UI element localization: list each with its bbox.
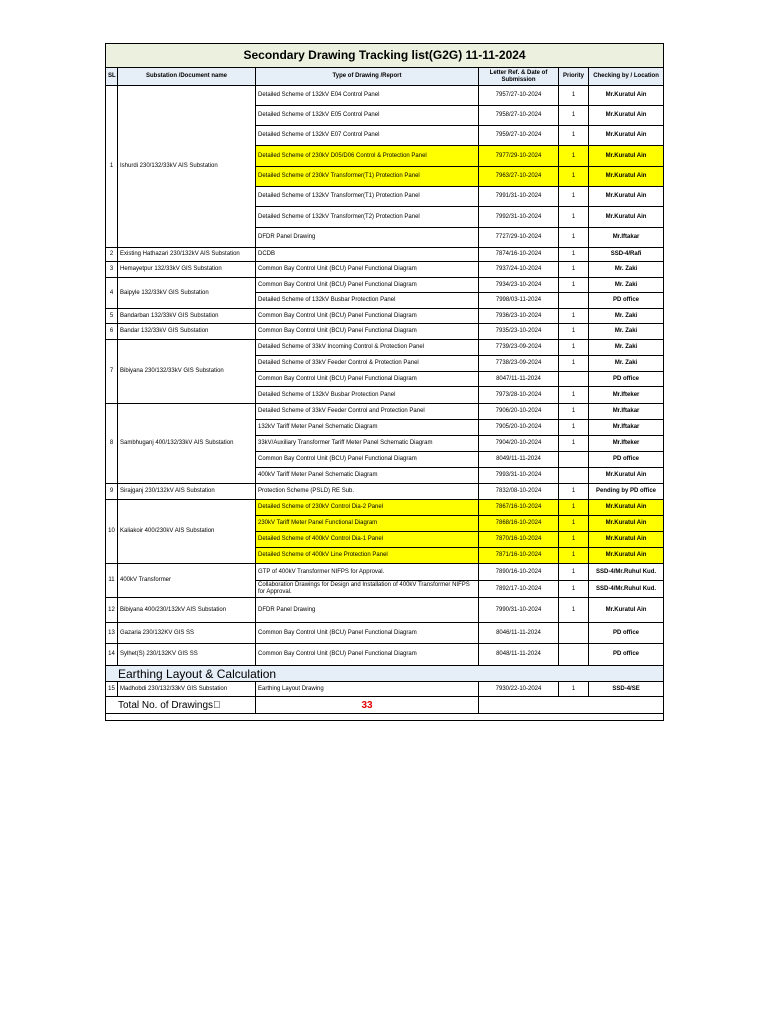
priority: 1 xyxy=(559,532,589,548)
drawing-tracking-sheet xyxy=(105,43,663,721)
priority: 1 xyxy=(559,682,589,697)
checking-by: Mr.Kuratul Ain xyxy=(589,500,664,516)
header-letter-ref: Letter Ref. & Date of Submission xyxy=(479,68,559,86)
table-row xyxy=(106,500,664,516)
substation-name: Bandar 132/33kV GIS Substation xyxy=(118,324,256,340)
checking-by: Mr.Kuratul Ain xyxy=(589,598,664,623)
total-value: 33 xyxy=(256,697,479,714)
drawing-type: Detailed Scheme of 132kV E05 Control Panel xyxy=(256,106,479,126)
table-row xyxy=(106,598,664,623)
checking-by: SSD-4/Rafi xyxy=(589,248,664,262)
drawing-type: Detailed Scheme of 33kV Incoming Control & Protection Panel xyxy=(256,340,479,356)
priority: 1 xyxy=(559,309,589,324)
drawing-type: Common Bay Control Unit (BCU) Panel Functional Diagram xyxy=(256,278,479,293)
table-row xyxy=(106,262,664,278)
substation-name: Bandarban 132/33kV GIS Substation xyxy=(118,309,256,324)
drawing-type: Detailed Scheme of 33kV Feeder Control & Protection Panel xyxy=(256,356,479,372)
sl-number: 5 xyxy=(106,309,118,324)
priority: 1 xyxy=(559,564,589,581)
substation-name: Existing Hathazari 230/132kV AIS Substation xyxy=(118,248,256,262)
drawing-type: Detailed Scheme of 132kV Transformer(T1) Protection Panel xyxy=(256,187,479,207)
checking-by: Mr.Kuratul Ain xyxy=(589,146,664,167)
table-row xyxy=(106,86,664,106)
drawing-type: Detailed Scheme of 132kV Busbar Protection Panel xyxy=(256,293,479,309)
table-row xyxy=(106,484,664,500)
table-row xyxy=(106,309,664,324)
drawing-type: Detailed Scheme of 230kV D05/D06 Control & Protection Panel xyxy=(256,146,479,167)
drawing-type: Collaboration Drawings for Design and Installation of 400kV Transformer NIFPS for Approval. xyxy=(256,581,479,598)
letter-ref: 7935/23-10-2024 xyxy=(479,324,559,340)
checking-by: Mr. Zaki xyxy=(589,309,664,324)
drawing-type: Detailed Scheme of 132kV E07 Control Panel xyxy=(256,126,479,146)
drawing-type: Common Bay Control Unit (BCU) Panel Functional Diagram xyxy=(256,262,479,278)
substation-name: Madhobdi 230/132/33kV GIS Substation xyxy=(118,682,256,697)
checking-by: Mr. Zaki xyxy=(589,262,664,278)
priority: 1 xyxy=(559,484,589,500)
letter-ref: 7904/20-10-2024 xyxy=(479,436,559,452)
header-substation: Substation /Document name xyxy=(118,68,256,86)
checking-by: Mr.Kuratul Ain xyxy=(589,187,664,207)
checking-by: PD office xyxy=(589,372,664,387)
title-row xyxy=(106,44,664,68)
section-row xyxy=(106,666,664,682)
sl-number: 9 xyxy=(106,484,118,500)
checking-by: SSD-4/Mr.Ruhul Kud. xyxy=(589,564,664,581)
substation-name: Baipyle 132/33kV GIS Substation xyxy=(118,278,256,309)
drawing-type: Common Bay Control Unit (BCU) Panel Functional Diagram xyxy=(256,644,479,666)
letter-ref: 7871/16-10-2024 xyxy=(479,548,559,564)
priority: 1 xyxy=(559,228,589,248)
sl-number: 11 xyxy=(106,564,118,598)
letter-ref: 7906/20-10-2024 xyxy=(479,404,559,420)
checking-by: Mr.Kuratul Ain xyxy=(589,468,664,484)
drawing-type: 230kV Tariff Meter Panel Functional Diagram xyxy=(256,516,479,532)
checking-by: Mr.Iftakar xyxy=(589,228,664,248)
header-checking: Checking by / Location xyxy=(589,68,664,86)
letter-ref: 7936/23-10-2024 xyxy=(479,309,559,324)
priority: 1 xyxy=(559,356,589,372)
sl-number: 7 xyxy=(106,340,118,404)
checking-by: Mr.Kuratul Ain xyxy=(589,532,664,548)
checking-by: Mr. Zaki xyxy=(589,340,664,356)
checking-by: SSD-4/Mr.Ruhul Kud. xyxy=(589,581,664,598)
table-row xyxy=(106,340,664,356)
priority: 1 xyxy=(559,126,589,146)
letter-ref: 7930/22-10-2024 xyxy=(479,682,559,697)
letter-ref: 7727/29-10-2024 xyxy=(479,228,559,248)
drawing-type: Detailed Scheme of 33kV Feeder Control and Protection Panel xyxy=(256,404,479,420)
drawing-type: Detailed Scheme of 132kV Transformer(T2) Protection Panel xyxy=(256,207,479,228)
table-row xyxy=(106,623,664,644)
letter-ref: 7998/03-11-2024 xyxy=(479,293,559,309)
checking-by: PD office xyxy=(589,644,664,666)
table-row xyxy=(106,682,664,697)
priority xyxy=(559,293,589,309)
priority: 1 xyxy=(559,404,589,420)
letter-ref: 7832/08-10-2024 xyxy=(479,484,559,500)
checking-by: Mr. Zaki xyxy=(589,356,664,372)
drawing-type: 400kV Tariff Meter Panel Schematic Diagram xyxy=(256,468,479,484)
priority xyxy=(559,372,589,387)
sl-number: 3 xyxy=(106,262,118,278)
drawing-type: 33kV/Auxiliary Transformer Tariff Meter Panel Schematic Diagram xyxy=(256,436,479,452)
letter-ref: 7958/27-10-2024 xyxy=(479,106,559,126)
sl-number: 2 xyxy=(106,248,118,262)
checking-by: Mr.Ifteker xyxy=(589,436,664,452)
blank-row xyxy=(106,714,664,721)
drawing-type: Detailed Scheme of 230kV Control Dia-2 Panel xyxy=(256,500,479,516)
sl-number: 1 xyxy=(106,86,118,248)
drawing-type: Common Bay Control Unit (BCU) Panel Functional Diagram xyxy=(256,309,479,324)
letter-ref: 7973/28-10-2024 xyxy=(479,387,559,404)
drawing-type: Common Bay Control Unit (BCU) Panel Functional Diagram xyxy=(256,324,479,340)
letter-ref: 7963/27-10-2024 xyxy=(479,167,559,187)
letter-ref: 7890/16-10-2024 xyxy=(479,564,559,581)
priority: 1 xyxy=(559,278,589,293)
priority: 1 xyxy=(559,262,589,278)
checking-by: Pending by PD office xyxy=(589,484,664,500)
substation-name: 400kV Transformer xyxy=(118,564,256,598)
letter-ref: 8046/11-11-2024 xyxy=(479,623,559,644)
table-row xyxy=(106,644,664,666)
substation-name: Hemayetpur 132/33kV GIS Substation xyxy=(118,262,256,278)
empty-cell xyxy=(106,714,664,721)
sheet-title: Secondary Drawing Tracking list(G2G) 11-11-2024 xyxy=(106,44,664,68)
drawing-type: Earthing Layout Drawing xyxy=(256,682,479,697)
substation-name: Sylhet(S) 230/132KV GIS SS xyxy=(118,644,256,666)
priority: 1 xyxy=(559,340,589,356)
priority: 1 xyxy=(559,387,589,404)
checking-by: Mr.Kuratul Ain xyxy=(589,516,664,532)
checking-by: Mr.Iftakar xyxy=(589,420,664,436)
checking-by: Mr.Kuratul Ain xyxy=(589,167,664,187)
substation-name: Bibiyana 400/230/132kV AIS Substation xyxy=(118,598,256,623)
total-row xyxy=(106,697,664,714)
drawing-type: 132kV Tariff Meter Panel Schematic Diagram xyxy=(256,420,479,436)
priority: 1 xyxy=(559,106,589,126)
header-row xyxy=(106,68,664,86)
total-label: Total No. of Drawings xyxy=(106,697,256,714)
letter-ref: 7957/27-10-2024 xyxy=(479,86,559,106)
letter-ref: 7874/16-10-2024 xyxy=(479,248,559,262)
drawing-type: GTP of 400kV Transformer NIFPS for Approval. xyxy=(256,564,479,581)
drawing-type: Common Bay Control Unit (BCU) Panel Functional Diagram xyxy=(256,372,479,387)
letter-ref: 7738/23-09-2024 xyxy=(479,356,559,372)
priority: 1 xyxy=(559,548,589,564)
checking-by: Mr.Kuratul Ain xyxy=(589,106,664,126)
drawing-type: DFDR Panel Drawing xyxy=(256,598,479,623)
drawing-type: DCDB xyxy=(256,248,479,262)
letter-ref: 8047/11-11-2024 xyxy=(479,372,559,387)
letter-ref: 7937/24-10-2024 xyxy=(479,262,559,278)
checking-by: Mr.Kuratul Ain xyxy=(589,548,664,564)
sl-number: 10 xyxy=(106,500,118,564)
letter-ref: 7867/16-10-2024 xyxy=(479,500,559,516)
priority xyxy=(559,452,589,468)
letter-ref: 8049/11-11-2024 xyxy=(479,452,559,468)
tracking-table xyxy=(105,43,664,721)
checking-by: PD office xyxy=(589,293,664,309)
substation-name: Sambhuganj 400/132/33kV AIS Substation xyxy=(118,404,256,484)
drawing-type: Detailed Scheme of 400kV Control Dia-1 Panel xyxy=(256,532,479,548)
drawing-type: Detailed Scheme of 132kV E04 Control Panel xyxy=(256,86,479,106)
letter-ref: 7977/29-10-2024 xyxy=(479,146,559,167)
table-row xyxy=(106,248,664,262)
checking-by: PD office xyxy=(589,623,664,644)
drawing-type: Detailed Scheme of 132kV Busbar Protection Panel xyxy=(256,387,479,404)
sl-number: 13 xyxy=(106,623,118,644)
checking-by: Mr.Iftakar xyxy=(589,404,664,420)
drawing-type: DFDR Panel Drawing xyxy=(256,228,479,248)
drawing-type: Detailed Scheme of 230kV Transformer(T1) Protection Panel xyxy=(256,167,479,187)
checking-by: SSD-4/SE xyxy=(589,682,664,697)
priority: 1 xyxy=(559,146,589,167)
letter-ref: 7868/16-10-2024 xyxy=(479,516,559,532)
drawing-type: Common Bay Control Unit (BCU) Panel Functional Diagram xyxy=(256,452,479,468)
sl-number: 15 xyxy=(106,682,118,697)
sl-number: 12 xyxy=(106,598,118,623)
priority xyxy=(559,468,589,484)
priority: 1 xyxy=(559,187,589,207)
letter-ref: 7739/23-09-2024 xyxy=(479,340,559,356)
substation-name: Sirajganj 230/132kV AIS Substation xyxy=(118,484,256,500)
priority xyxy=(559,623,589,644)
checking-by: Mr. Zaki xyxy=(589,278,664,293)
checking-by: Mr. Zaki xyxy=(589,324,664,340)
sl-number: 14 xyxy=(106,644,118,666)
letter-ref: 7959/27-10-2024 xyxy=(479,126,559,146)
priority: 1 xyxy=(559,436,589,452)
letter-ref: 7934/23-10-2024 xyxy=(479,278,559,293)
checking-by: PD office xyxy=(589,452,664,468)
letter-ref: 8048/11-11-2024 xyxy=(479,644,559,666)
sl-number: 8 xyxy=(106,404,118,484)
letter-ref: 7992/31-10-2024 xyxy=(479,207,559,228)
drawing-type: Common Bay Control Unit (BCU) Panel Functional Diagram xyxy=(256,623,479,644)
sl-number: 6 xyxy=(106,324,118,340)
letter-ref: 7892/17-10-2024 xyxy=(479,581,559,598)
priority: 1 xyxy=(559,167,589,187)
priority: 1 xyxy=(559,420,589,436)
table-row xyxy=(106,278,664,293)
priority xyxy=(559,644,589,666)
checking-by: Mr.Kuratul Ain xyxy=(589,126,664,146)
header-priority: Priority xyxy=(559,68,589,86)
substation-name: Ishurdi 230/132/33kV AIS Substation xyxy=(118,86,256,248)
priority: 1 xyxy=(559,500,589,516)
table-row xyxy=(106,564,664,581)
drawing-type: Detailed Scheme of 400kV Line Protection Panel xyxy=(256,548,479,564)
priority: 1 xyxy=(559,207,589,228)
priority: 1 xyxy=(559,598,589,623)
checking-by: Mr.Kuratul Ain xyxy=(589,207,664,228)
sl-number: 4 xyxy=(106,278,118,309)
priority: 1 xyxy=(559,248,589,262)
checking-by: Mr.Ifteker xyxy=(589,387,664,404)
letter-ref: 7870/16-10-2024 xyxy=(479,532,559,548)
priority: 1 xyxy=(559,516,589,532)
priority: 1 xyxy=(559,324,589,340)
drawing-type: Protection Scheme (PSLD) RE Sub. xyxy=(256,484,479,500)
checking-by: Mr.Kuratul Ain xyxy=(589,86,664,106)
letter-ref: 7990/31-10-2024 xyxy=(479,598,559,623)
letter-ref: 7905/20-10-2024 xyxy=(479,420,559,436)
priority: 1 xyxy=(559,86,589,106)
letter-ref: 7993/31-10-2024 xyxy=(479,468,559,484)
table-row xyxy=(106,404,664,420)
substation-name: Kaliakoir 400/230kV AIS Substation xyxy=(118,500,256,564)
table-row xyxy=(106,324,664,340)
priority: 1 xyxy=(559,581,589,598)
header-sl: SL xyxy=(106,68,118,86)
header-type: Type of Drawing /Report xyxy=(256,68,479,86)
substation-name: Bibiyana 230/132/33kV GIS Substation xyxy=(118,340,256,404)
substation-name: Gazaria 230/132KV GIS SS xyxy=(118,623,256,644)
letter-ref: 7991/31-10-2024 xyxy=(479,187,559,207)
empty-cell xyxy=(479,697,664,714)
section-title: Earthing Layout & Calculation xyxy=(106,666,664,682)
